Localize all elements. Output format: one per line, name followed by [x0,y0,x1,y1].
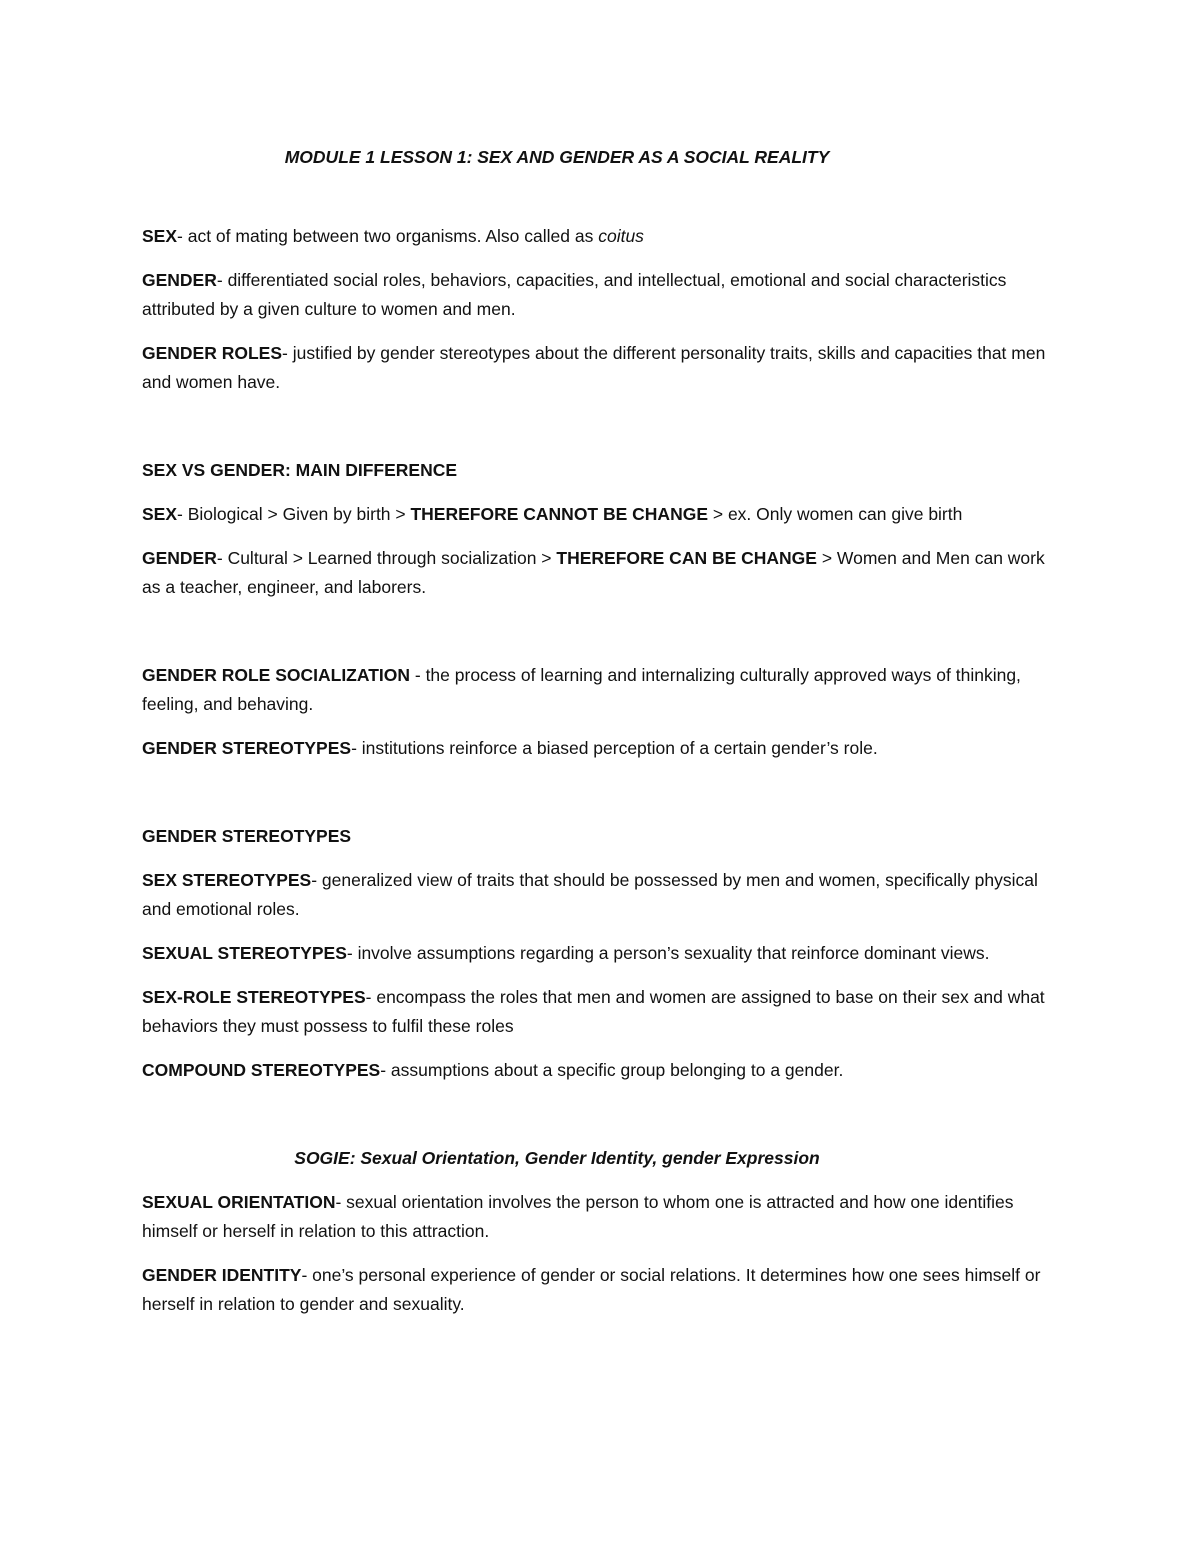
spacer [142,412,1062,456]
definition-gender [142,266,1062,324]
spacer [142,617,1062,661]
stereotype-item [142,983,1062,1041]
definition-text: - act of mating between two organisms. Also called as [177,226,599,246]
stereotype-text: - involve assumptions regarding a person’s sexuality that reinforce dominant views. [346,943,990,963]
term-label: GENDER IDENTITY [142,1265,302,1285]
term-label: SEX [142,226,178,246]
section-heading-difference: SEX VS GENDER: MAIN DIFFERENCE [142,460,458,480]
definition-sexual-orientation [142,1188,1062,1246]
definition-emphasis: coitus [598,226,644,246]
definition-text: - differentiated social roles, behaviors, capacities, and intellectual, emotional and social characteristics attributed by a given culture to women and men. [142,270,1007,319]
definition-gender-stereotypes [142,734,1062,763]
stereotype-item [142,939,1062,968]
definition-text: - institutions reinforce a biased perception of a certain gender’s role. [351,738,878,758]
definition-gender-role-socialization [142,661,1062,719]
document-body [142,143,1062,1334]
definition-gender-identity [142,1261,1062,1319]
term-label: GENDER STEREOTYPES [142,738,352,758]
section-heading-stereotypes: GENDER STEREOTYPES [142,826,352,846]
definition-gender-roles [142,339,1062,397]
term-label: COMPOUND STEREOTYPES [142,1060,381,1080]
term-label: SEX STEREOTYPES [142,870,312,890]
definition-text: - sexual orientation involves the person to whom one is attracted and how one identifies himself or herself in relation to this attraction. [142,1192,1014,1241]
document-title: MODULE 1 LESSON 1: SEX AND GENDER AS A SOCIAL REALITY [284,147,830,167]
section-heading-sogie: SOGIE: Sexual Orientation, Gender Identity, gender Expression [294,1148,820,1168]
stereotype-item [142,1056,1062,1085]
difference-strong: THEREFORE CAN BE CHANGE [556,548,817,568]
difference-text: > ex. Only women can give birth [708,504,963,524]
stereotype-text: - generalized view of traits that should be possessed by men and women, specifically physical and emotional roles. [142,870,1038,919]
difference-text: - Biological > Given by birth > [177,504,411,524]
definition-sex [142,222,1062,251]
term-label: GENDER [142,548,217,568]
spacer [142,1100,1062,1144]
spacer [142,778,1062,822]
term-label: SEX-ROLE STEREOTYPES [142,987,366,1007]
difference-text: - Cultural > Learned through socialization > [216,548,557,568]
definition-text: - the process of learning and internalizing culturally approved ways of thinking, feeling, and behaving. [142,665,1021,714]
term-label: GENDER [142,270,217,290]
term-label: SEXUAL STEREOTYPES [142,943,347,963]
difference-text: > Women and Men can work as a teacher, engineer, and laborers. [142,548,1045,597]
definition-text: - one’s personal experience of gender or social relations. It determines how one sees himself or herself in relation to gender and sexuality. [142,1265,1041,1314]
difference-strong: THEREFORE CANNOT BE CHANGE [410,504,708,524]
term-label: GENDER ROLES [142,343,283,363]
term-label: SEX [142,504,178,524]
definition-text: - justified by gender stereotypes about the different personality traits, skills and capacities that men and women have. [142,343,1046,392]
stereotype-text: - encompass the roles that men and women are assigned to base on their sex and what behaviors they must possess to fulfil these roles [142,987,1045,1036]
stereotype-text: - assumptions about a specific group belonging to a gender. [380,1060,844,1080]
difference-gender [142,544,1062,602]
stereotype-item [142,866,1062,924]
term-label: GENDER ROLE SOCIALIZATION [142,665,411,685]
term-label: SEXUAL ORIENTATION [142,1192,336,1212]
difference-sex [142,500,1062,529]
